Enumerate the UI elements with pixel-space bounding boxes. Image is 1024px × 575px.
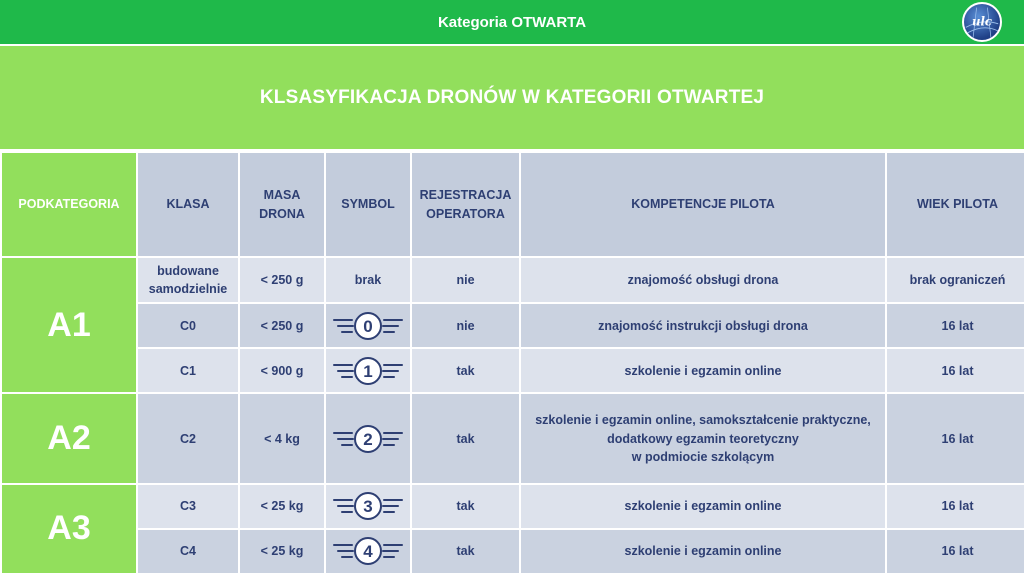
age-cell: brak ograniczeń [887,258,1024,302]
header-symbol: SYMBOL [326,153,410,256]
table-row [2,349,1024,392]
table-header-row [2,153,1024,256]
age-cell: 16 lat [887,530,1024,573]
registration-cell: tak [412,394,519,482]
ulc-logo-icon [962,2,1002,42]
table-row [2,485,1024,528]
header-age: WIEK PILOTA [887,153,1024,256]
competence-cell: znajomość obsługi drona [521,258,885,302]
symbol-cell [326,485,410,528]
competence-cell: szkolenie i egzamin online [521,349,885,392]
mass-cell: < 900 g [240,349,324,392]
top-header-bar [0,0,1024,44]
symbol-cell [326,349,410,392]
table-row [2,530,1024,573]
symbol-label: 1 [363,361,373,381]
symbol-cell [326,530,410,573]
header-mass: MASA DRONA [240,153,324,256]
winged-class-badge-icon [332,311,404,341]
class-cell: C4 [138,530,238,573]
competence-cell: szkolenie i egzamin online [521,530,885,573]
symbol-label: 0 [363,316,373,336]
registration-cell: nie [412,304,519,347]
age-cell: 16 lat [887,485,1024,528]
mass-cell: < 250 g [240,258,324,302]
winged-class-badge-icon [332,356,404,386]
subcategory-a1: A1 [2,258,136,392]
subcategory-a2: A2 [2,394,136,482]
competence-line: szkolenie i egzamin online, samokształcenie praktyczne, [535,413,871,428]
page-title-banner [0,46,1024,149]
mass-cell: < 25 kg [240,530,324,573]
mass-cell: < 4 kg [240,394,324,482]
header-class: KLASA [138,153,238,256]
competence-cell: szkolenie i egzamin online [521,485,885,528]
drone-classification-table [0,151,1024,575]
page-title: KLSASYFIKACJA DRONÓW W KATEGORII OTWARTEJ [259,86,765,108]
header-subcategory: PODKATEGORIA [2,153,136,256]
symbol-cell [326,304,410,347]
symbol-cell [326,394,410,482]
mass-cell: < 25 kg [240,485,324,528]
symbol-cell: brak [326,258,410,302]
table-row [2,394,1024,482]
age-cell: 16 lat [887,304,1024,347]
registration-cell: nie [412,258,519,302]
symbol-label: 3 [363,497,373,517]
header-title: Kategoria OTWARTA [437,13,587,31]
subcategory-a3: A3 [2,485,136,573]
competence-line: dodatkowy egzamin teoretyczny [607,431,799,446]
winged-class-badge-icon [332,491,404,521]
class-cell: C3 [138,485,238,528]
header-competence: KOMPETENCJE PILOTA [521,153,885,256]
svg-text:ulc: ulc [971,14,993,29]
mass-cell: < 250 g [240,304,324,347]
winged-class-badge-icon [332,424,404,454]
table-row [2,258,1024,302]
class-cell: C0 [138,304,238,347]
header-registration: REJESTRACJA OPERATORA [412,153,519,256]
class-cell: C2 [138,394,238,482]
symbol-label: 4 [363,542,373,562]
competence-line: w podmiocie szkolącym [631,449,775,464]
registration-cell: tak [412,349,519,392]
registration-cell: tak [412,530,519,573]
registration-cell: tak [412,485,519,528]
table-row [2,304,1024,347]
competence-cell: znajomość instrukcji obsługi drona [521,304,885,347]
symbol-label: 2 [363,429,373,449]
competence-cell [521,394,885,482]
age-cell: 16 lat [887,394,1024,482]
class-cell: C1 [138,349,238,392]
winged-class-badge-icon [332,536,404,566]
class-cell: budowane samodzielnie [138,258,238,302]
age-cell: 16 lat [887,349,1024,392]
